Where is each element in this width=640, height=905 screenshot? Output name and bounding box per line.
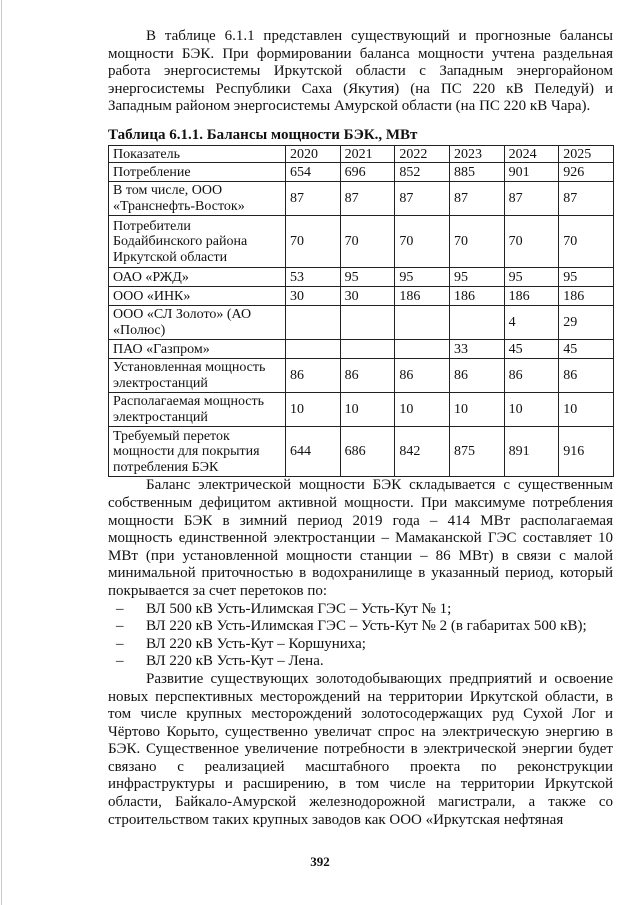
list-item-text: ВЛ 220 кВ Усть-Кут – Лена. xyxy=(146,653,324,670)
intro-paragraph: В таблице 6.1.1 представлен существующий и прогнозные балансы мощности БЭК. При формировании баланса мощности учтена раздельная работа энергосистемы Иркутской области с Западным энергорайоном энергосистемы Республики Саха (Якутия) (на ПС 220 кВ Пеледуй) и Западным районом энергосистемы Амурской области (на ПС 220 кВ Чара). xyxy=(108,28,613,115)
table-cell: 926 xyxy=(559,163,614,182)
dash-mark: – xyxy=(116,635,124,652)
table-cell: 70 xyxy=(395,216,450,268)
table-cell: 95 xyxy=(395,268,450,287)
table-cell: 95 xyxy=(340,268,395,287)
table-cell: 86 xyxy=(395,359,450,393)
table-cell: 70 xyxy=(504,216,559,268)
table-caption: Таблица 6.1.1. Балансы мощности БЭК., МВт xyxy=(108,126,418,143)
table-row xyxy=(109,182,614,216)
table-cell: 916 xyxy=(559,427,614,477)
table-cell xyxy=(395,340,450,359)
table-row xyxy=(109,268,614,287)
table-cell: 33 xyxy=(449,340,504,359)
row-label: ООО «ИНК» xyxy=(109,287,286,306)
table-cell: 70 xyxy=(559,216,614,268)
development-paragraph: Развитие существующих золотодобывающих предприятий и освоение новых перспективных месторождений на территории Иркутской области, в том числе крупных месторождений золотосодержащих руд Сухой Лог и Чёртово Корыто, существенно увеличат спрос на электрическую энергию в БЭК. Существенное увеличение потребности в электрической энергии будет связано с реализацией масштабного проекта по реконструкции инфраструктуры и расширению, в том числе на территории Иркутской области, Байкало-Амурской железнодорожной магистрали, а также со строительством таких крупных заводов как ООО «Иркутская нефтяная xyxy=(108,670,613,828)
table-cell: 10 xyxy=(504,393,559,427)
header-cell: 2025 xyxy=(559,145,614,162)
table-cell: 95 xyxy=(559,268,614,287)
row-label: Потребление xyxy=(109,163,286,182)
row-label: ООО «СЛ Золото» (АО «Полюс) xyxy=(109,306,286,340)
table-cell: 10 xyxy=(395,393,450,427)
table-cell: 901 xyxy=(504,163,559,182)
table-cell: 70 xyxy=(340,216,395,268)
header-cell: 2024 xyxy=(504,145,559,162)
table-cell: 70 xyxy=(286,216,341,268)
table-cell: 45 xyxy=(559,340,614,359)
table-cell xyxy=(340,340,395,359)
table-cell: 186 xyxy=(504,287,559,306)
table-cell: 10 xyxy=(449,393,504,427)
table-cell: 87 xyxy=(340,182,395,216)
page-number: 392 xyxy=(310,854,330,869)
row-label: ПАО «Газпром» xyxy=(109,340,286,359)
header-cell: 2022 xyxy=(395,145,450,162)
table-cell: 885 xyxy=(449,163,504,182)
table-cell: 86 xyxy=(286,359,341,393)
list-item-text: ВЛ 220 кВ Усть-Кут – Коршуниха; xyxy=(146,635,366,652)
table-cell: 70 xyxy=(449,216,504,268)
table-cell: 86 xyxy=(449,359,504,393)
table-cell: 186 xyxy=(449,287,504,306)
table-cell: 87 xyxy=(504,182,559,216)
table-cell: 10 xyxy=(559,393,614,427)
page-edge-line xyxy=(1,0,2,905)
table-cell: 30 xyxy=(340,287,395,306)
header-cell: Показатель xyxy=(109,145,286,162)
list-item xyxy=(108,653,613,671)
table-cell: 686 xyxy=(340,427,395,477)
table-row xyxy=(109,163,614,182)
table-row xyxy=(109,287,614,306)
table-cell xyxy=(286,306,341,340)
table-cell: 10 xyxy=(286,393,341,427)
table-cell: 852 xyxy=(395,163,450,182)
table-cell: 696 xyxy=(340,163,395,182)
table-cell: 186 xyxy=(395,287,450,306)
document-page xyxy=(108,28,613,829)
table-cell: 86 xyxy=(559,359,614,393)
table-cell: 644 xyxy=(286,427,341,477)
table-cell: 87 xyxy=(559,182,614,216)
row-label: Установленная мощность электростанций xyxy=(109,359,286,393)
table-row xyxy=(109,427,614,477)
table-row xyxy=(109,359,614,393)
row-label: Требуемый переток мощности для покрытия потребления БЭК xyxy=(109,427,286,477)
table-cell: 10 xyxy=(340,393,395,427)
table-cell: 654 xyxy=(286,163,341,182)
table-cell: 842 xyxy=(395,427,450,477)
table-cell: 87 xyxy=(286,182,341,216)
table-cell: 45 xyxy=(504,340,559,359)
table-cell: 53 xyxy=(286,268,341,287)
row-label: Потребители Бодайбинского района Иркутской области xyxy=(109,216,286,268)
table-row xyxy=(109,393,614,427)
list-item-text: ВЛ 220 кВ Усть-Илимская ГЭС – Усть-Кут № 2 (в габаритах 500 кВ); xyxy=(146,618,587,635)
table-cell: 875 xyxy=(449,427,504,477)
row-label: ОАО «РЖД» xyxy=(109,268,286,287)
table-cell: 87 xyxy=(449,182,504,216)
table-cell: 86 xyxy=(340,359,395,393)
table-row xyxy=(109,216,614,268)
table-cell xyxy=(449,306,504,340)
table-row xyxy=(109,340,614,359)
dash-mark: – xyxy=(116,653,124,670)
row-label: В том числе, ООО «Транснефть-Восток» xyxy=(109,182,286,216)
table-cell xyxy=(340,306,395,340)
table-cell: 87 xyxy=(395,182,450,216)
balance-paragraph: Баланс электрической мощности БЭК складывается с существенным собственным дефицитом активной мощности. При максимуме потребления мощности БЭК в зимний период 2019 года – 414 МВт располагаемая мощность единственной электростанции – Мамаканской ГЭС составляет 10 МВт (при установленной мощности станции – 86 МВт) в связи с малой минимальной приточностью в водохранилище в указанный период, который покрывается за счет перетоков по: xyxy=(108,477,613,599)
table-cell: 30 xyxy=(286,287,341,306)
table-cell: 29 xyxy=(559,306,614,340)
table-cell: 95 xyxy=(449,268,504,287)
list-item xyxy=(108,601,613,619)
header-cell: 2021 xyxy=(340,145,395,162)
row-label: Располагаемая мощность электростанций xyxy=(109,393,286,427)
dash-mark: – xyxy=(116,600,124,617)
table-cell: 86 xyxy=(504,359,559,393)
table-cell: 4 xyxy=(504,306,559,340)
table-cell xyxy=(395,306,450,340)
table-cell: 95 xyxy=(504,268,559,287)
power-balance-table xyxy=(108,145,614,477)
list-item-text: ВЛ 500 кВ Усть-Илимская ГЭС – Усть-Кут № 1; xyxy=(146,600,452,617)
table-header-row xyxy=(109,145,614,162)
list-item xyxy=(108,636,613,654)
list-item xyxy=(108,618,613,636)
dash-mark: – xyxy=(116,618,124,635)
header-cell: 2023 xyxy=(449,145,504,162)
table-row xyxy=(109,306,614,340)
table-cell: 891 xyxy=(504,427,559,477)
table-cell xyxy=(286,340,341,359)
transmission-lines-list xyxy=(108,601,613,671)
table-cell: 186 xyxy=(559,287,614,306)
header-cell: 2020 xyxy=(286,145,341,162)
